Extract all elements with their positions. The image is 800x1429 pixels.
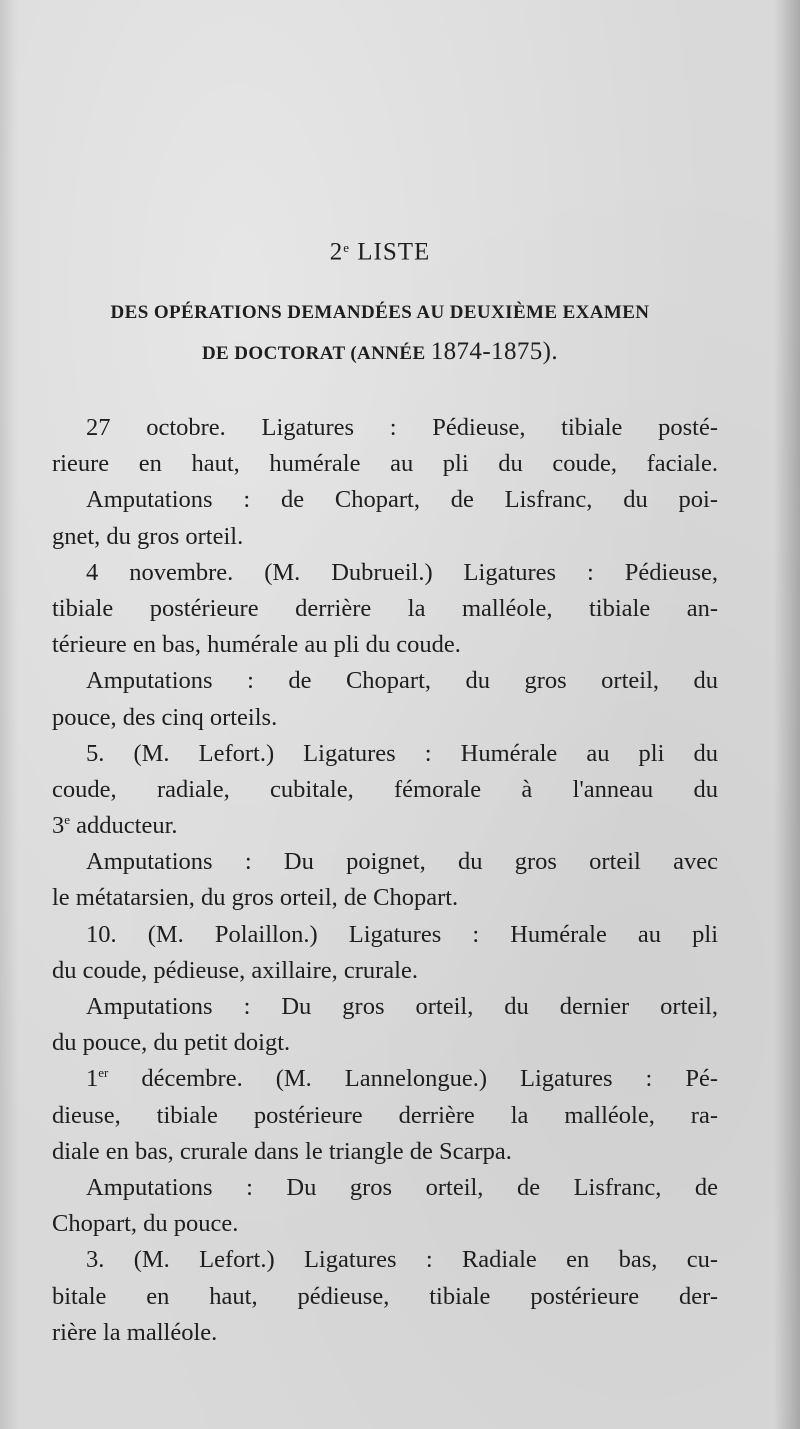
text-line bbox=[52, 1170, 718, 1206]
heading-title: LISTE bbox=[357, 238, 431, 266]
subtitle-line-1: DES OPÉRATIONS DEMANDÉES AU DEUXIÈME EXAMEN bbox=[110, 302, 650, 323]
line-text: Chopart, du pouce. bbox=[52, 1210, 239, 1238]
subtitle-year: 1874-1875 bbox=[430, 338, 543, 365]
line-text: le métatarsien, du gros orteil, de Chopart. bbox=[52, 884, 459, 912]
text-line bbox=[52, 772, 718, 808]
line-text: térieure en bas, humérale au pli du coude. bbox=[52, 631, 461, 659]
text-line bbox=[52, 917, 718, 953]
text-line bbox=[52, 555, 718, 591]
text-line bbox=[52, 736, 718, 772]
line-text: dieuse, tibiale postérieure derrière la malléole, ra- bbox=[52, 1101, 718, 1129]
text-line bbox=[52, 519, 718, 555]
line-text: Amputations : Du gros orteil, du dernier orteil, bbox=[86, 993, 718, 1020]
text-line bbox=[52, 1206, 718, 1242]
text-line bbox=[52, 953, 718, 989]
line-number: 3 bbox=[52, 812, 65, 840]
text-line bbox=[52, 808, 718, 844]
text-line bbox=[52, 989, 718, 1025]
text-line bbox=[52, 627, 718, 663]
text-line bbox=[52, 844, 718, 880]
line-text: 27 octobre. Ligatures : Pédieuse, tibiale posté- bbox=[86, 414, 718, 441]
text-line bbox=[52, 1242, 718, 1278]
line-text: diale en bas, crurale dans le triangle de Scarpa. bbox=[52, 1137, 512, 1165]
text-line bbox=[52, 482, 718, 518]
page-heading bbox=[0, 238, 760, 266]
text-line bbox=[52, 446, 718, 482]
line-text: bitale en haut, pédieuse, tibiale postérieure der- bbox=[52, 1282, 718, 1310]
line-text: adducteur. bbox=[70, 812, 178, 840]
line-text: décembre. (M. Lannelongue.) Ligatures : Pé- bbox=[108, 1065, 718, 1093]
page-left-shadow bbox=[0, 0, 18, 1429]
text-line bbox=[52, 1134, 718, 1170]
line-text: tibiale postérieure derrière la malléole, tibiale an- bbox=[52, 594, 718, 622]
line-text: 3. (M. Lefort.) Ligatures : Radiale en bas, cu- bbox=[86, 1246, 718, 1274]
line-text: Amputations : de Chopart, du gros orteil, du bbox=[86, 667, 718, 695]
text-line bbox=[52, 410, 718, 446]
text-line bbox=[52, 1025, 718, 1061]
line-text: 5. (M. Lefort.) Ligatures : Humérale au pli du bbox=[86, 739, 718, 767]
line-text: rière la malléole. bbox=[52, 1318, 218, 1346]
text-line bbox=[52, 1061, 718, 1097]
line-superscript: er bbox=[98, 1065, 109, 1081]
text-line bbox=[52, 700, 718, 736]
line-text: du pouce, du petit doigt. bbox=[52, 1029, 291, 1057]
line-number: 1 bbox=[86, 1065, 99, 1093]
heading-number: 2 bbox=[329, 238, 344, 266]
line-text: gnet, du gros orteil. bbox=[52, 522, 244, 550]
line-text: rieure en haut, humérale au pli du coude, faciale. bbox=[52, 450, 718, 478]
line-text: Amputations : de Chopart, de Lisfranc, du poi- bbox=[86, 486, 718, 514]
text-line bbox=[52, 663, 718, 699]
line-text: pouce, des cinq orteils. bbox=[52, 703, 278, 731]
text-line bbox=[52, 1315, 718, 1351]
subtitle-suffix: ). bbox=[542, 338, 559, 365]
page-gutter-shadow bbox=[774, 0, 800, 1429]
heading-superscript: e bbox=[343, 240, 350, 255]
line-text: Amputations : Du poignet, du gros orteil avec bbox=[86, 848, 718, 876]
operations-list bbox=[52, 410, 718, 1351]
text-line bbox=[52, 880, 718, 916]
text-line bbox=[52, 1098, 718, 1134]
line-text: coude, radiale, cubitale, fémorale à l'anneau du bbox=[52, 775, 718, 803]
subtitle-prefix: DE DOCTORAT (ANNÉE bbox=[201, 343, 431, 364]
line-text: 10. (M. Polaillon.) Ligatures : Humérale au pli bbox=[86, 920, 718, 948]
subtitle-line-2 bbox=[54, 338, 706, 366]
line-text: Amputations : Du gros orteil, de Lisfranc, de bbox=[86, 1173, 718, 1201]
line-superscript: e bbox=[64, 811, 71, 827]
text-line bbox=[52, 1279, 718, 1315]
line-text: 4 novembre. (M. Dubrueil.) Ligatures : Pédieuse, bbox=[86, 558, 718, 586]
text-line bbox=[52, 591, 718, 627]
line-text: du coude, pédieuse, axillaire, crurale. bbox=[52, 956, 418, 984]
